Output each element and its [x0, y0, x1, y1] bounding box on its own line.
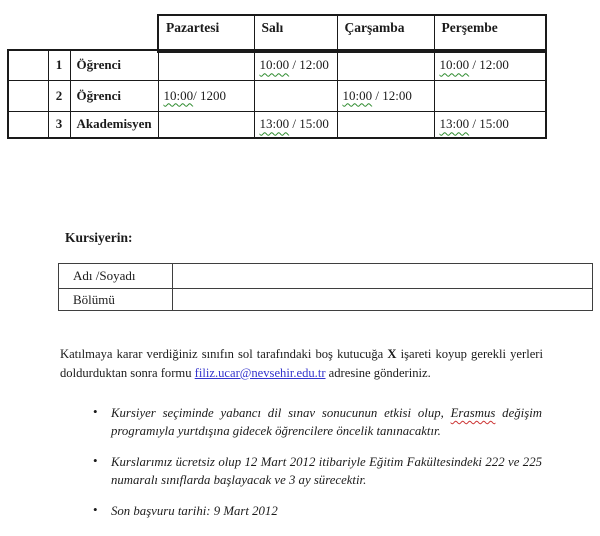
- time-cell-pazartesi: [158, 80, 254, 111]
- bullet-item-1: [92, 404, 542, 440]
- time-cell-sali: [254, 50, 337, 80]
- instructions-text: işareti koyup gerekli yerleri doldurduktan sonra formu: [60, 347, 543, 380]
- field-value-name[interactable]: [173, 264, 593, 289]
- trainee-heading: Kursiyerin:: [65, 230, 133, 245]
- group-label: Öğrenci: [70, 80, 158, 111]
- row-number: 1: [48, 50, 70, 80]
- time-cell-persembe: [434, 80, 546, 111]
- instructions-text: Katılmaya karar verdiğiniz sınıfın sol tarafındaki boş kutucuğa: [60, 347, 388, 361]
- time-end: / 1200: [193, 87, 226, 103]
- day-header-pazartesi: Pazartesi: [158, 15, 254, 52]
- trainee-form: [58, 263, 593, 311]
- time-end: / 12:00: [469, 57, 509, 73]
- bullet-icon: •: [93, 453, 98, 468]
- field-label-department: Bölümü: [59, 289, 173, 311]
- email-link[interactable]: filiz.ucar@nevsehir.edu.tr: [194, 365, 326, 380]
- time-start: 13:00: [439, 116, 470, 132]
- day-header-persembe: Perşembe: [434, 15, 546, 52]
- schedule-day-header: [157, 14, 547, 53]
- time-cell-carsamba: [337, 80, 434, 111]
- bullet-icon: •: [93, 502, 98, 517]
- time-cell-carsamba: [337, 50, 434, 80]
- form-row-department: [59, 289, 593, 311]
- bullet-icon: •: [93, 404, 98, 419]
- time-end: / 15:00: [289, 116, 329, 132]
- schedule-row-1: [8, 50, 546, 80]
- group-label: Öğrenci: [70, 50, 158, 80]
- instructions-paragraph: [60, 345, 543, 382]
- selection-box[interactable]: [8, 50, 48, 80]
- time-end: / 12:00: [289, 57, 329, 73]
- time-start: 10:00: [163, 87, 194, 103]
- time-start: 13:00: [259, 116, 290, 132]
- day-header-sali: Salı: [254, 15, 337, 52]
- time-cell-pazartesi: [158, 50, 254, 80]
- form-row-name: [59, 264, 593, 289]
- time-end: / 15:00: [469, 116, 509, 132]
- time-cell-sali: [254, 80, 337, 111]
- bullet-text: Son başvuru tarihi: 9 Mart 2012: [111, 504, 278, 518]
- bullet-item-2: [92, 453, 542, 489]
- bullet-item-3: [92, 502, 542, 520]
- bullet-text: değişim programıyla yurtdışına gidecek öğrencilere öncelik tanınacaktır.: [111, 406, 542, 438]
- time-start: 10:00: [342, 87, 373, 103]
- group-label: Akademisyen: [70, 111, 158, 138]
- row-number: 3: [48, 111, 70, 138]
- time-cell-persembe: [434, 50, 546, 80]
- time-cell-persembe: [434, 111, 546, 138]
- time-end: / 12:00: [372, 87, 412, 103]
- schedule-row-3: [8, 111, 546, 138]
- time-cell-pazartesi: [158, 111, 254, 138]
- flagged-word: Erasmus: [450, 406, 496, 420]
- day-header-carsamba: Çarşamba: [337, 15, 434, 52]
- selection-box[interactable]: [8, 80, 48, 111]
- row-number: 2: [48, 80, 70, 111]
- day-header-row: [158, 15, 546, 52]
- time-cell-sali: [254, 111, 337, 138]
- field-label-name: Adı /Soyadı: [59, 264, 173, 289]
- x-mark: X: [387, 347, 397, 361]
- bullet-text: Kurslarımız ücretsiz olup 12 Mart 2012 itibariyle Eğitim Fakültesindeki 222 ve 225 numaralı sınıflarda başlayacak ve 3 ay sürecektir.: [111, 455, 542, 487]
- bullet-list: [92, 404, 542, 533]
- time-cell-carsamba: [337, 111, 434, 138]
- field-value-department[interactable]: [173, 289, 593, 311]
- schedule-table: [7, 49, 547, 139]
- time-start: 10:00: [439, 57, 470, 73]
- time-start: 10:00: [259, 57, 290, 73]
- instructions-text: adresine gönderiniz.: [325, 365, 431, 380]
- bullet-text: Kursiyer seçiminde yabancı dil sınav sonucunun etkisi olup,: [111, 406, 451, 420]
- selection-box[interactable]: [8, 111, 48, 138]
- schedule-row-2: [8, 80, 546, 111]
